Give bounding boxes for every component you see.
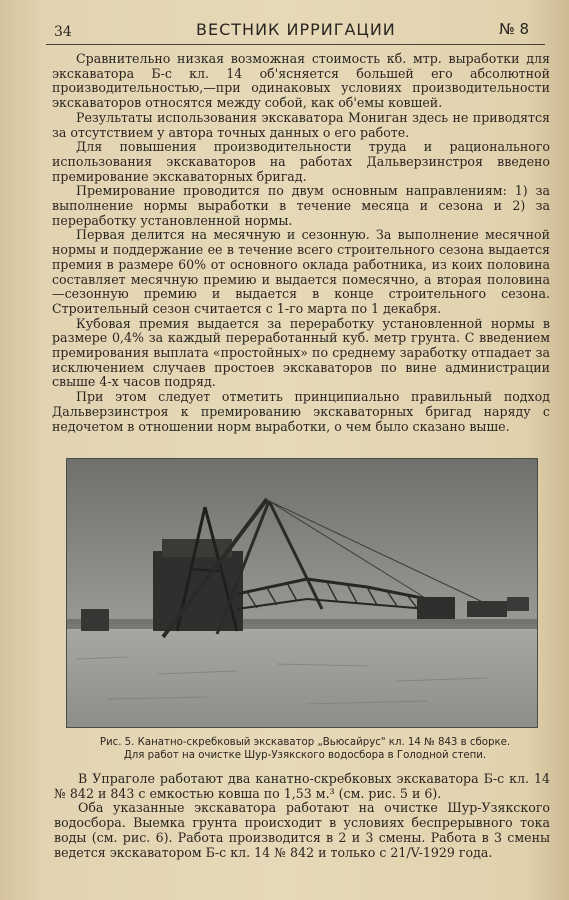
article-text-top bbox=[52, 52, 550, 434]
paragraph: Премирование проводится по двум основным направлениям: 1) за выполнение нормы выработки в течение месяца и сезона и 2) за переработку установленной нормы. bbox=[52, 183, 550, 228]
issue-number: № 8 bbox=[499, 20, 529, 38]
article-text-bottom bbox=[54, 772, 550, 860]
paragraph: Для повышения производительности труда и рационального использования экскаваторов на работах Дальверзинстроя введено премирование экскаваторных бригад. bbox=[52, 139, 550, 184]
paragraph: В Упраголе работают два канатно-скребковых экскаватора Б-с кл. 14 № 842 и 843 с емкостью ковша по 1,53 м.³ (см. рис. 5 и 6). bbox=[54, 771, 550, 801]
excavator-illustration bbox=[67, 459, 537, 727]
journal-title: ВЕСТНИК ИРРИГАЦИИ bbox=[196, 20, 396, 39]
page-number: 34 bbox=[54, 24, 72, 40]
caption-line-2: Для работ на очистке Шур-Узякского водосбора в Голодной степи. bbox=[123, 750, 487, 761]
paragraph: Сравнительно низкая возможная стоимость кб. мтр. выработки для экскаватора Б-с кл. 14 об'ясняется большей его абсолютной производительностью,—при одинаковых условиях производительности экскаваторов относятся между собой, как об'емы ковшей. bbox=[52, 51, 550, 111]
caption-line-1: Рис. 5. Канатно-скребковый экскаватор „Вьюсайрус" кл. 14 № 843 в сборке. bbox=[99, 737, 511, 748]
page-header bbox=[46, 14, 545, 45]
excavator-photo bbox=[66, 458, 538, 728]
paragraph: Кубовая премия выдается за переработку установленной нормы в размере 0,4% за каждый переработанный куб. метр грунта. С введением премирования выплата «простойных» по среднему заработку отпадает за исключением случаев простоев экскаваторов по вине администрации свыше 4-х часов подряд. bbox=[52, 315, 550, 390]
paragraph: Первая делится на месячную и сезонную. За выполнение месячной нормы и поддержание ее в течение всего строительного сезона выдается премия в размере 60% от основного оклада работника, из коих половина составляет месячную премию и выдается помесячно, а вторая половина—сезонную премию и выдается в конце строительного сезона. Строительный сезон считается с 1-го марта по 1 декабря. bbox=[52, 227, 550, 316]
paragraph: Результаты использования экскаватора Мониган здесь не приводятся за отсутствием у автора точных данных о его работе. bbox=[52, 109, 550, 140]
figure-caption bbox=[70, 736, 540, 762]
paragraph: Оба указанные экскаватора работают на очистке Шур-Узякского водосбора. Выемка грунта происходит в условиях беспрерывного тока воды (см. рис. 6). Работа производится в 2 и 3 смены. Работа в 3 смены ведется экскаватором Б-с кл. 14 № 842 и только с 21/V-1929 года. bbox=[54, 800, 550, 860]
paragraph: При этом следует отметить принципиально правильный подход Дальверзинстроя к премированию экскаваторных бригад наряду с недочетом в отношении норм выработки, о чем было сказано выше. bbox=[52, 389, 550, 434]
